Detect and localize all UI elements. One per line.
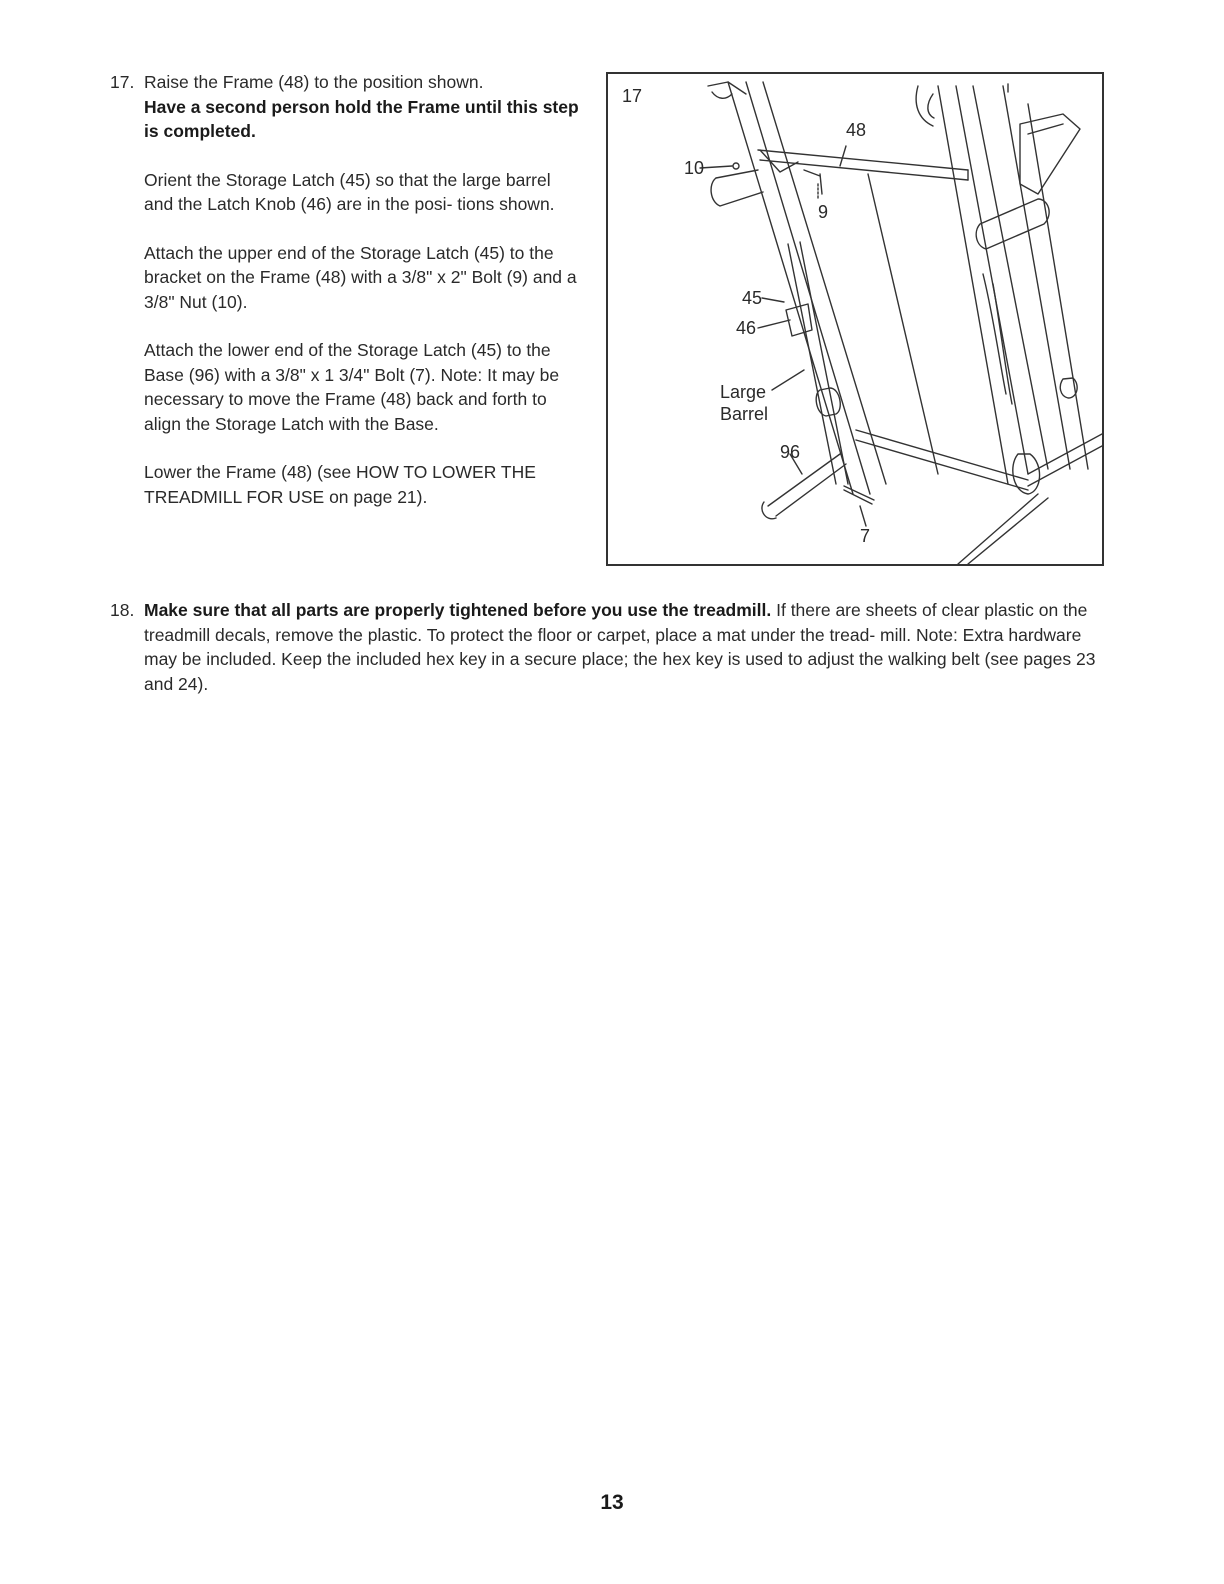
step-17-body xyxy=(144,70,580,509)
step-18-bold-intro: Make sure that all parts are properly tightened before you use the treadmill. xyxy=(144,600,772,620)
step-17-attach-lower-paragraph: Attach the lower end of the Storage Latch (45) to the Base (96) with a 3/8" x 1 3/4" Bolt (7). Note: It may be necessary to move the Frame (48) back and forth to align the Storage Latch with the Base. xyxy=(144,340,560,434)
step-18-text: If there are sheets of clear plastic on the treadmill decals, remove the plastic. To protect the floor or carpet, place a mat under the tread- mill. Note: Extra hardware may be included. Keep the included hex key in a secure place; the hex key is used to adjust the walking belt (see pages 23 and 24). xyxy=(144,600,1096,694)
step-18 xyxy=(110,598,1110,696)
step-17-line1: Raise the Frame (48) to the position shown. xyxy=(144,72,484,92)
assembly-figure-17 xyxy=(606,72,1104,566)
callout-96: 96 xyxy=(780,442,801,462)
step-17-number: 17. xyxy=(110,72,135,92)
step-17 xyxy=(110,70,580,533)
callout-45: 45 xyxy=(742,288,763,308)
callout-large: Large xyxy=(720,382,767,402)
step-17-orient-paragraph: Orient the Storage Latch (45) so that the large barrel and the Latch Knob (46) are in the posi- tions shown. xyxy=(144,169,555,214)
step-17-lower-paragraph: Lower the Frame (48) (see HOW TO LOWER THE TREADMILL FOR USE on page 21). xyxy=(144,462,536,507)
treadmill-storage-latch-illustration xyxy=(608,74,1102,564)
callout-9: 9 xyxy=(818,202,829,222)
page-number: 13 xyxy=(600,1491,624,1514)
callout-10: 10 xyxy=(684,158,705,178)
step-17-intro xyxy=(144,70,580,144)
callout-7: 7 xyxy=(860,526,871,546)
step-17-attach-upper-paragraph: Attach the upper end of the Storage Latch (45) to the bracket on the Frame (48) with a 3/8" x 2" Bolt (9) and a 3/8" Nut (10). xyxy=(144,242,577,312)
frame-left-rail-inner xyxy=(746,82,870,494)
step-17-warning: Have a second person hold the Frame until this step is completed. xyxy=(144,96,579,141)
callout-48: 48 xyxy=(846,120,867,140)
frame-right-rail-outer xyxy=(938,86,1008,484)
figure-number: 17 xyxy=(622,86,643,106)
step-18-number: 18. xyxy=(110,600,135,620)
figure-callouts xyxy=(622,86,870,546)
callout-46: 46 xyxy=(736,318,757,338)
callout-barrel: Barrel xyxy=(720,404,769,424)
step-18-body xyxy=(144,598,1110,696)
